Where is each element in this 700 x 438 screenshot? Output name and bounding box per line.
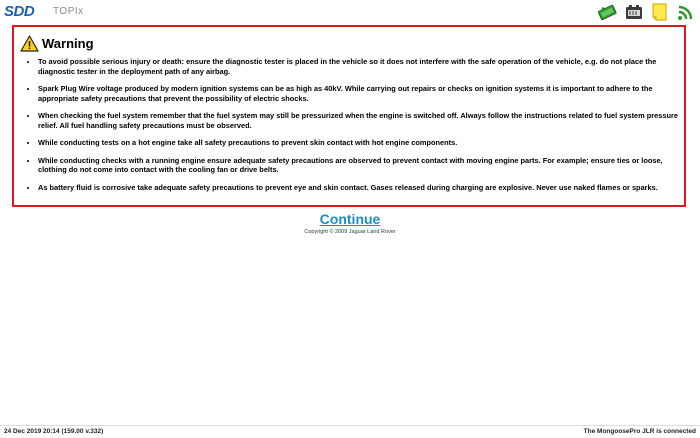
continue-link[interactable]: Continue [319,211,381,227]
top-bar [0,0,700,24]
list-item: • When checking the fuel system remember that the fuel system may still be pressurized when the engine is switched off. Always follow the instructions related to fuel system pressure relief. All fuel handling safety precautions must be observed. [38,111,678,130]
warning-list [20,57,678,200]
vehicle-icon[interactable] [624,2,644,22]
list-item: • As battery fluid is corrosive take adequate safety precautions to prevent eye and skin contact. Gases released during charging are explosive. Never use naked flames or sparks. [38,183,678,193]
battery-icon[interactable] [597,2,617,22]
warning-triangle-icon [20,35,39,52]
warning-title: Warning [42,36,94,51]
warning-panel [12,25,686,207]
status-bar [0,425,700,438]
copyright-text: Copyright © 2009 Jaguar Land Rover [304,229,396,235]
app-name: TOPIx [53,6,84,17]
sdd-logo: SDD [4,3,35,20]
connection-status: The MongoosePro JLR is connected [583,428,696,435]
signal-icon[interactable] [676,2,696,22]
list-item: • While conducting tests on a hot engine take all safety precautions to prevent skin contact with hot engine components. [38,138,678,148]
status-timestamp: 24 Dec 2019 20:14 (159.00 v.332) [4,428,104,435]
list-item: • Spark Plug Wire voltage produced by modern ignition systems can be as high as 40kV. While carrying out repairs or checks on ignition systems it is important to adhere to the appropriate safety precautions that prevent the possibility of electric shocks. [38,84,678,103]
list-item: • While conducting checks with a running engine ensure adequate safety precautions are observed to prevent contact with moving engine parts. For example; ensure ties or loose, clothing do not come into contact with the cooling fan or drive belts. [38,156,678,175]
notes-icon[interactable] [650,2,670,22]
list-item: • To avoid possible serious injury or death: ensure the diagnostic tester is placed in the vehicle so it does not interfere with the safe operation of the vehicle, e.g. do not place the diagnostic tester in the deployment path of any airbag. [38,57,678,76]
